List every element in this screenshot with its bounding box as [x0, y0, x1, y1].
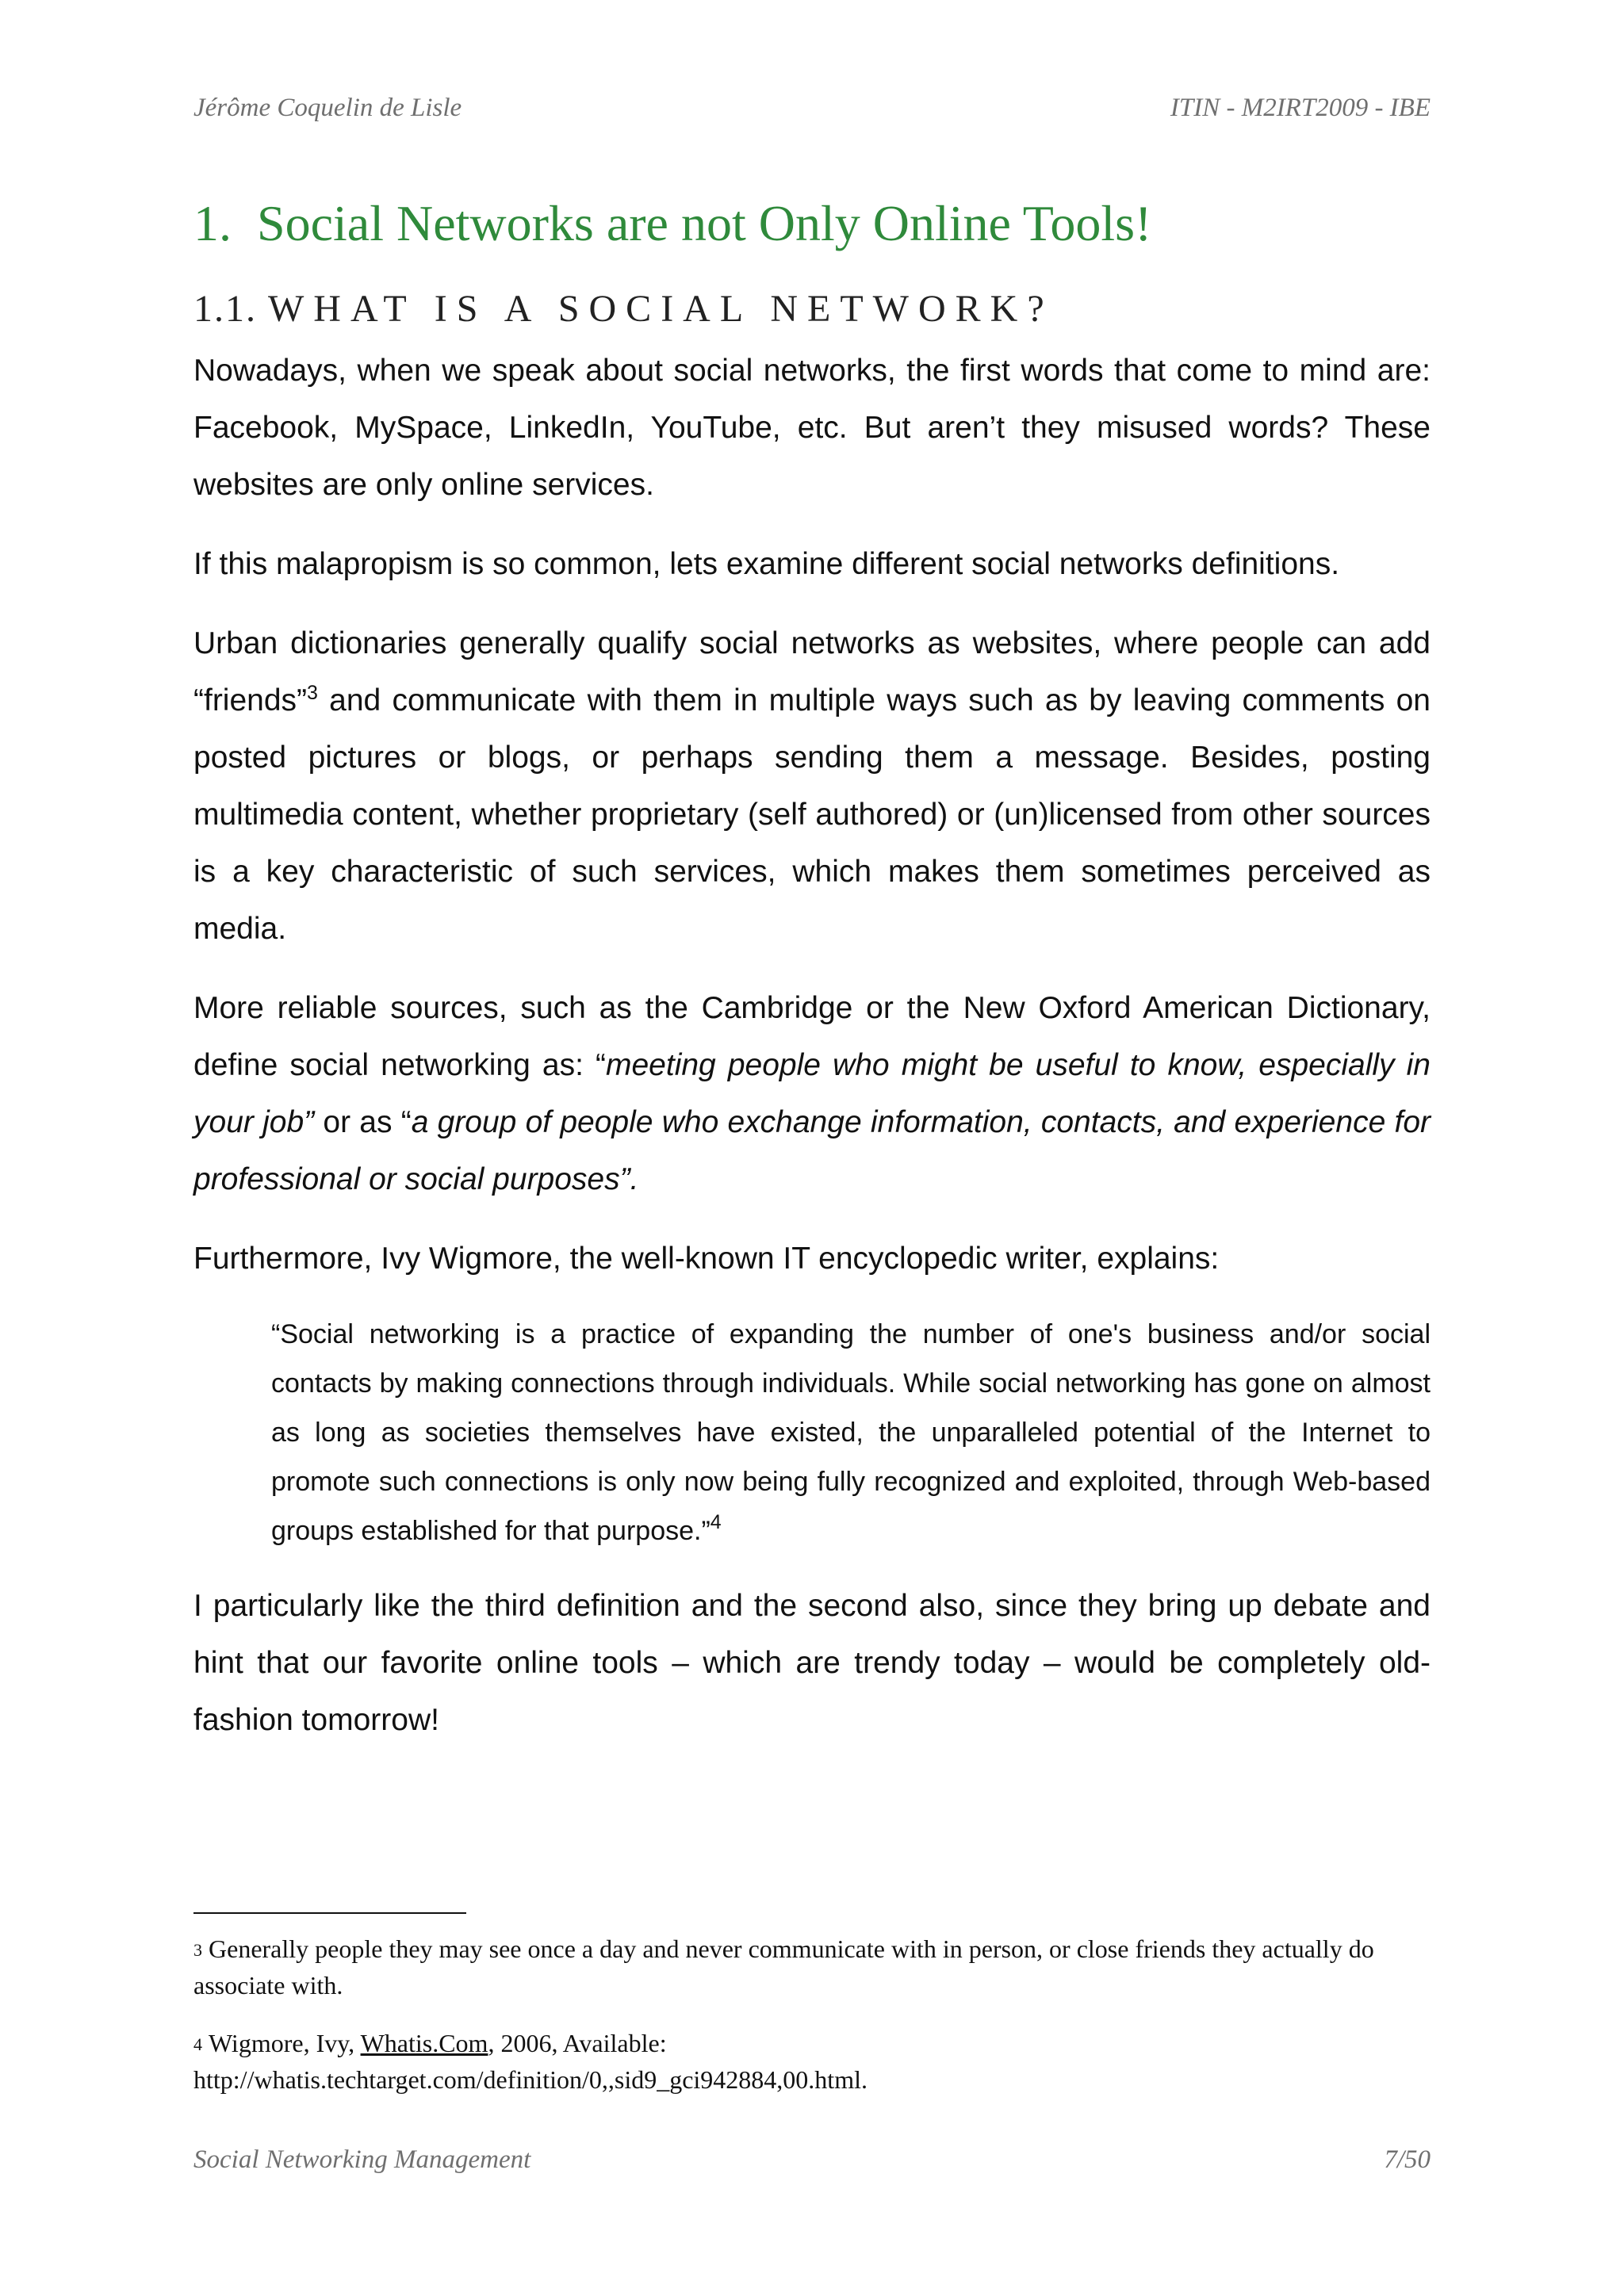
running-footer — [193, 2145, 1431, 2175]
definition-connector: or as “ — [314, 1105, 412, 1139]
course-code: ITIN - M2IRT2009 - IBE — [1170, 94, 1431, 122]
footnotes — [193, 1931, 1431, 2120]
author-name: Jérôme Coquelin de Lisle — [193, 94, 462, 122]
footnote-3-text: Generally people they may see once a day and never communicate with in person, or close friends they actually do associate with. — [193, 1934, 1374, 1999]
chapter-number: 1. — [193, 195, 232, 251]
main-body — [193, 342, 1431, 1771]
page-number: 7/50 — [1384, 2145, 1431, 2174]
footnote-marker-4: 4 — [193, 2034, 202, 2054]
footnote-4-text-after: , 2006, Available: — [488, 2029, 667, 2057]
footnote-reference-3: 3 — [307, 682, 318, 704]
footnote-marker-3: 3 — [193, 1940, 202, 1960]
chapter-title — [193, 192, 1431, 255]
whatis-link[interactable]: Whatis.Com — [360, 2029, 488, 2057]
dictionary-intro: More reliable sources, such as the Cambridge or the New Oxford American Dictionary, define social networking as: “ — [193, 991, 1431, 1082]
paragraph-dictionary-definitions — [193, 980, 1431, 1208]
urban-definition-start: Urban dictionaries generally qualify social networks as websites, where people can add “friends” — [193, 626, 1431, 718]
paragraph-ivy-wigmore-intro: Furthermore, Ivy Wigmore, the well-known IT encyclopedic writer, explains: — [193, 1242, 1220, 1276]
paragraph-malapropism: If this malapropism is so common, lets examine different social networks definitions. — [193, 547, 1340, 581]
footnote-4-url[interactable]: http://whatis.techtarget.com/definition/0,,sid9_gci942884,00.html. — [193, 2065, 868, 2094]
footnote-4 — [193, 2026, 1431, 2098]
section-number: 1.1. — [193, 288, 257, 330]
wigmore-quote — [271, 1310, 1431, 1556]
paragraph-social-networks-intro: Nowadays, when we speak about social networks, the first words that come to mind are: Facebook, MySpace, LinkedIn, YouTube, etc. But aren’t they misused words? These websites are only online services. — [193, 354, 1431, 502]
section-title-text: WHAT IS A SOCIAL NETWORK? — [268, 288, 1054, 330]
paragraph-conclusion: I particularly like the third definition and the second also, since they bring up debate and hint that our favorite online tools – which are trendy today – would be completely old-fashion tomorrow! — [193, 1589, 1431, 1737]
footnote-3 — [193, 1931, 1431, 2003]
oxford-definition: a group of people who exchange information, contacts, and experience for professional or social purposes”. — [193, 1105, 1431, 1196]
wigmore-quote-text: “Social networking is a practice of expanding the number of one's business and/or social contacts by making connections through individuals. While social networking has gone on almost as long as societies themselves have existed, the unparalleled potential of the Internet to promote such connections is only now being fully recognized and exploited, through Web-based groups established for that purpose.” — [271, 1319, 1431, 1546]
paragraph-urban-dictionaries — [193, 615, 1431, 958]
cambridge-definition: meeting people who might be useful to know, especially in your job” — [193, 1048, 1431, 1139]
section-title — [193, 285, 1431, 333]
footnote-4-text-before: Wigmore, Ivy, — [209, 2029, 361, 2057]
urban-definition-end: and communicate with them in multiple ways such as by leaving comments on posted pictures or blogs, or perhaps sending them a message. Besides, posting multimedia content, whether proprietary (self authored) or (un)licensed from other sources is a key characteristic of such services, which makes them sometimes perceived as media. — [193, 683, 1431, 946]
chapter-title-text: Social Networks are not Only Online Tools! — [257, 195, 1152, 251]
document-title: Social Networking Management — [193, 2145, 531, 2174]
running-header — [193, 94, 1431, 123]
footnote-divider — [193, 1912, 466, 1914]
footnote-reference-4: 4 — [710, 1511, 722, 1533]
